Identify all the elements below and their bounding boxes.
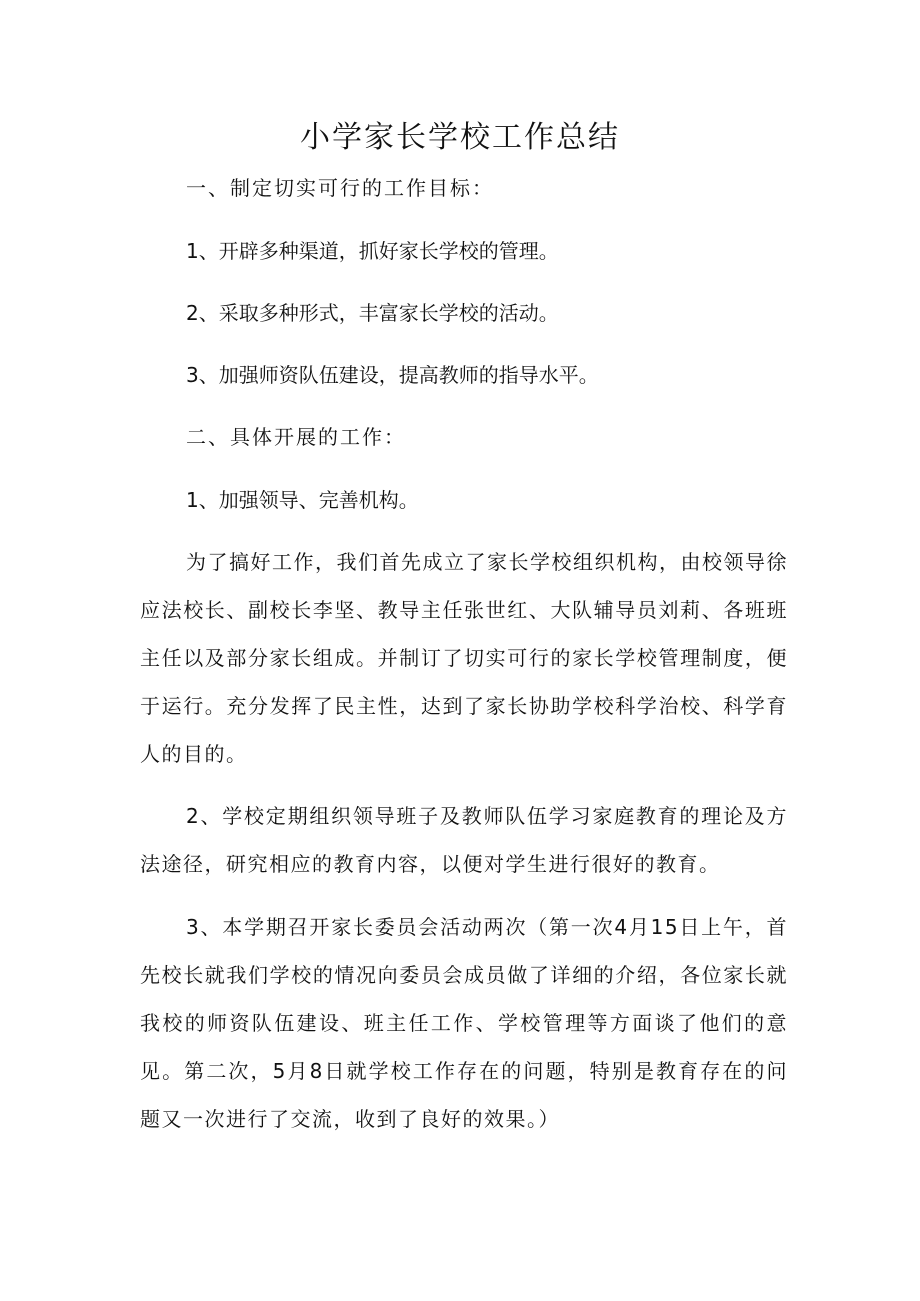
paragraph-study: 2、学校定期组织领导班子及教师队伍学习家庭教育的理论及方法途径，研究相应的教育内容，以便对学生进行很好的教育。 [140, 804, 788, 876]
section-heading-2: 二、具体开展的工作： [186, 425, 406, 449]
goal-item-2: 2、采取多种形式，丰富家长学校的活动。 [186, 301, 559, 325]
section-heading-1: 一、制定切实可行的工作目标： [186, 176, 494, 200]
goal-item-1: 1、开辟多种渠道，抓好家长学校的管理。 [186, 239, 559, 263]
goal-item-3: 3、加强师资队伍建设，提高教师的指导水平。 [186, 363, 599, 387]
work-item-1-title: 1、加强领导、完善机构。 [186, 488, 419, 512]
paragraph-organization: 为了搞好工作，我们首先成立了家长学校组织机构，由校领导徐应法校长、副校长李坚、教导主任张世红、大队辅导员刘莉、各班班主任以及部分家长组成。并制订了切实可行的家长学校管理制度，便于运行。充分发挥了民主性，达到了家长协助学校科学治校、科学育人的目的。 [140, 550, 788, 766]
page-title: 小学家长学校工作总结 [300, 120, 620, 155]
paragraph-committee: 3、本学期召开家长委员会活动两次（第一次4月15日上午，首先校长就我们学校的情况向委员会成员做了详细的介绍，各位家长就我校的师资队伍建设、班主任工作、学校管理等方面谈了他们的意见。第二次，5月8日就学校工作存在的问题，特别是教育存在的问题又一次进行了交流，收到了良好的效果。） [140, 915, 788, 1131]
